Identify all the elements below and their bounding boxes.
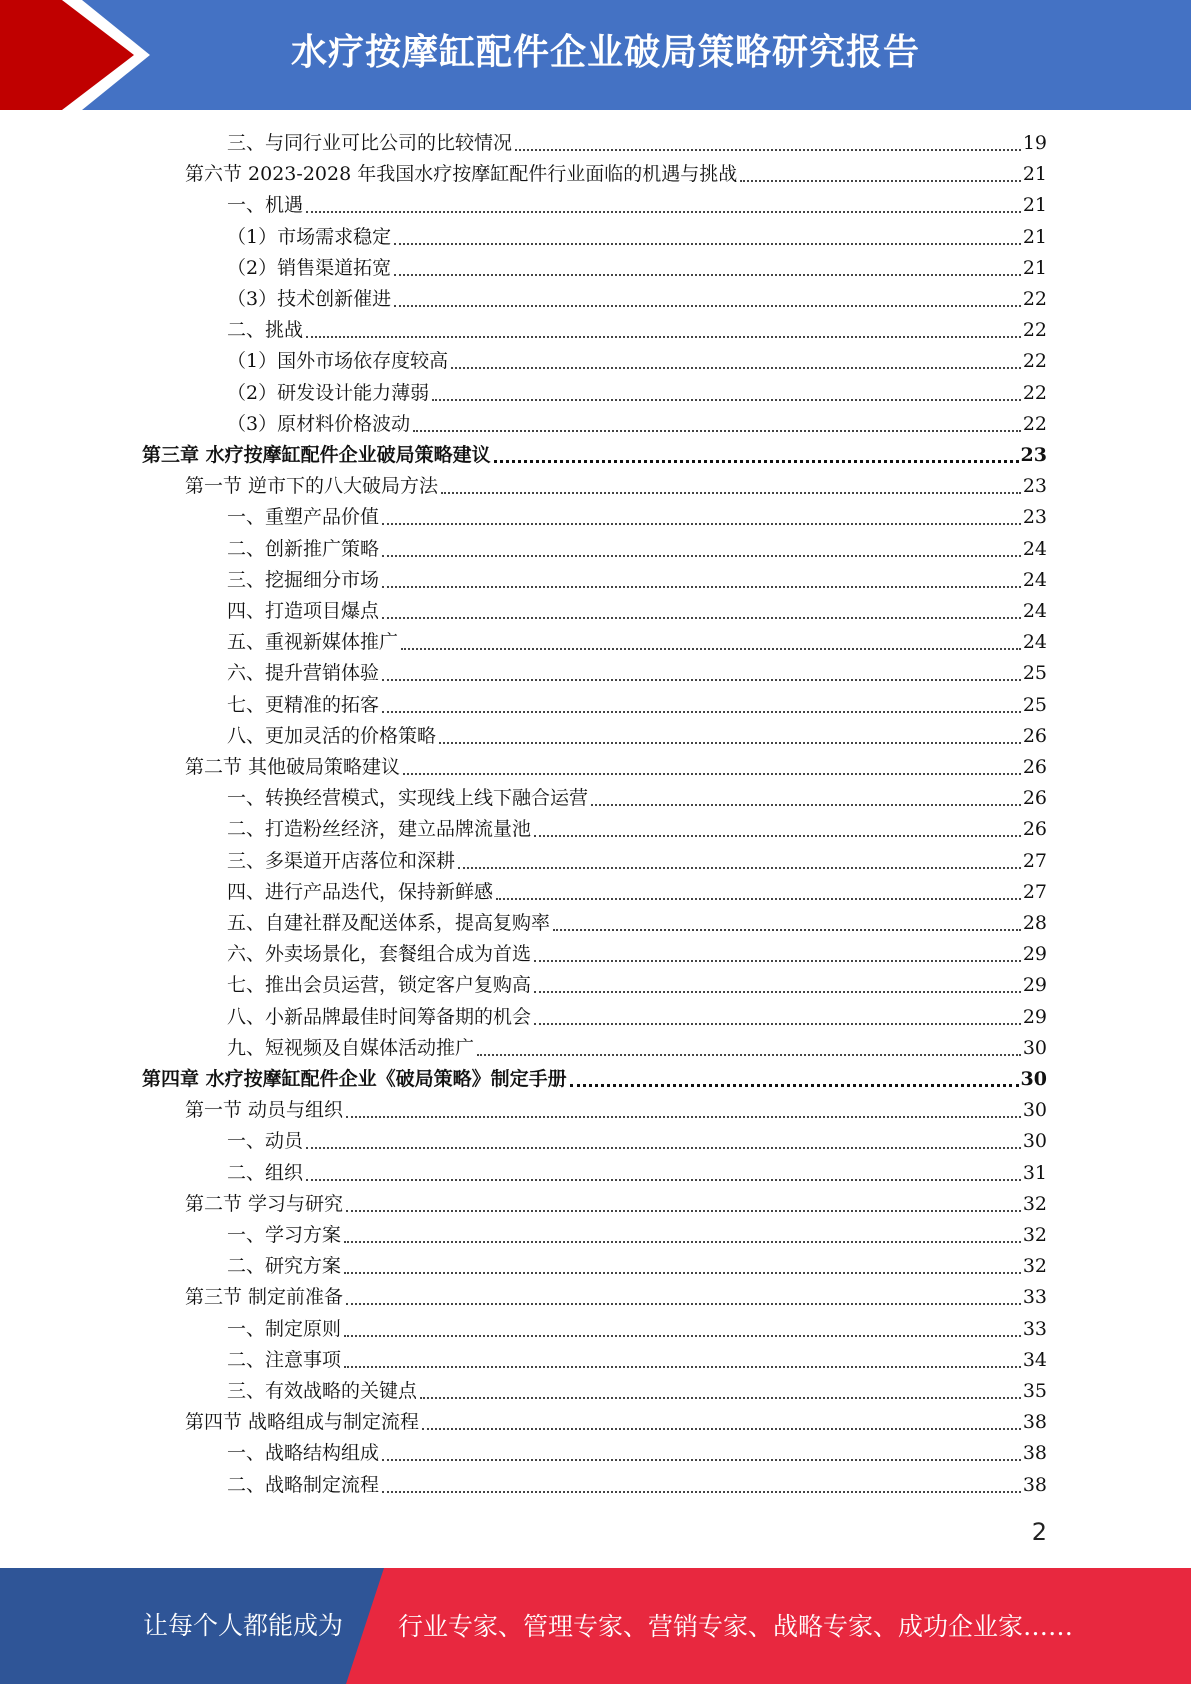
toc-entry[interactable]: [227, 409, 1047, 439]
toc-entry-page: 28: [1022, 912, 1047, 934]
toc-entry-label: 第一节 逆市下的八大破局方法: [185, 475, 439, 498]
toc-leader-dots: [382, 523, 1021, 525]
toc-entry-label: 第二节 其他破局策略建议: [185, 756, 401, 778]
toc-leader-dots: [306, 336, 1021, 338]
toc-entry-label: （3）原材料价格波动: [227, 412, 411, 435]
toc-entry[interactable]: [185, 159, 1047, 189]
toc-entry-page: 38: [1022, 1411, 1047, 1434]
toc-leader-dots: [344, 1241, 1021, 1243]
toc-entry-page: 38: [1022, 1473, 1047, 1496]
toc-leader-dots: [346, 1210, 1021, 1212]
toc-entry-page: 30: [1022, 1130, 1047, 1153]
page-number: 2: [1031, 1518, 1047, 1546]
toc-entry-page: 23: [1022, 475, 1047, 498]
toc-entry-page: 31: [1022, 1161, 1047, 1184]
toc-entry-page: 24: [1022, 568, 1047, 591]
toc-entry[interactable]: [227, 846, 1047, 876]
toc-entry-label: 一、战略结构组成: [227, 1442, 380, 1465]
toc-entry-page: 26: [1022, 787, 1047, 810]
toc-entry[interactable]: [227, 690, 1047, 720]
toc-leader-dots: [496, 898, 1021, 900]
toc-entry-label: 五、重视新媒体推广: [227, 631, 399, 654]
toc-entry[interactable]: [227, 1158, 1047, 1188]
toc-leader-dots: [441, 492, 1021, 494]
page-header: [0, 0, 1191, 110]
toc-entry-label: 二、注意事项: [227, 1348, 342, 1371]
toc-entry-page: 22: [1022, 288, 1047, 310]
toc-leader-dots: [413, 430, 1021, 432]
toc-entry-label: 一、机遇: [227, 194, 304, 217]
toc-entry-label: 第三章 水疗按摩缸配件企业破局策略建议: [142, 444, 491, 466]
toc-entry-page: 26: [1022, 756, 1047, 778]
toc-entry-label: 七、推出会员运营，锁定客户复购高: [227, 974, 532, 997]
toc-entry[interactable]: [227, 1220, 1047, 1250]
toc-leader-dots: [394, 274, 1021, 276]
toc-entry[interactable]: [142, 440, 1047, 470]
toc-leader-dots: [494, 460, 1019, 463]
toc-entry-page: 33: [1022, 1286, 1047, 1309]
toc-leader-dots: [306, 211, 1021, 213]
toc-entry[interactable]: [227, 908, 1047, 938]
toc-entry[interactable]: [227, 1470, 1047, 1500]
toc-leader-dots: [403, 773, 1021, 775]
toc-entry[interactable]: [227, 1345, 1047, 1375]
toc-leader-dots: [346, 1303, 1021, 1305]
toc-entry-page: 30: [1022, 1099, 1047, 1122]
toc-entry[interactable]: [227, 627, 1047, 657]
toc-entry[interactable]: [227, 1002, 1047, 1032]
toc-entry-page: 32: [1022, 1255, 1047, 1278]
report-title: 水疗按摩缸配件企业破局策略研究报告: [290, 32, 920, 73]
toc-entry-label: （1）国外市场依存度较高: [227, 350, 449, 373]
toc-entry[interactable]: [185, 471, 1047, 501]
toc-entry-label: 二、战略制定流程: [227, 1473, 380, 1496]
toc-leader-dots: [382, 679, 1021, 681]
toc-entry-label: 四、打造项目爆点: [227, 600, 380, 622]
toc-entry-label: 第六节 2023-2028 年我国水疗按摩缸配件行业面临的机遇与挑战: [185, 163, 738, 186]
toc-entry[interactable]: [227, 315, 1047, 345]
toc-entry-label: 一、转换经营模式，实现线上线下融合运营: [227, 787, 589, 810]
toc-entry-page: 21: [1022, 256, 1047, 279]
toc-entry-label: 二、研究方案: [227, 1255, 342, 1278]
toc-entry-page: 25: [1022, 662, 1047, 685]
toc-entry[interactable]: [227, 814, 1047, 844]
toc-entry-label: 二、组织: [227, 1161, 304, 1184]
toc-leader-dots: [306, 1179, 1021, 1181]
toc-entry-label: 一、动员: [227, 1130, 304, 1153]
toc-entry[interactable]: [227, 284, 1047, 314]
toc-entry-label: 三、挖掘细分市场: [227, 568, 380, 591]
toc-entry[interactable]: [185, 1189, 1047, 1219]
toc-entry-page: 22: [1022, 350, 1047, 373]
toc-entry-label: 三、与同行业可比公司的比较情况: [227, 132, 513, 154]
toc-entry-page: 32: [1022, 1192, 1047, 1215]
toc-entry-label: 六、提升营销体验: [227, 662, 380, 685]
toc-entry-label: 一、学习方案: [227, 1224, 342, 1246]
toc-leader-dots: [382, 617, 1021, 619]
toc-entry-page: 22: [1022, 319, 1047, 342]
toc-entry-page: 32: [1022, 1224, 1047, 1246]
toc-leader-dots: [382, 1459, 1021, 1461]
toc-leader-dots: [458, 867, 1021, 869]
toc-leader-dots: [439, 742, 1021, 744]
toc-entry-page: 30: [1022, 1036, 1047, 1059]
toc-entry-label: 二、挑战: [227, 319, 304, 342]
toc-leader-dots: [591, 804, 1021, 806]
toc-entry[interactable]: [227, 1126, 1047, 1156]
page-footer: [0, 1568, 1191, 1684]
toc-leader-dots: [534, 835, 1021, 837]
toc-entry[interactable]: [227, 877, 1047, 907]
toc-entry-label: 五、自建社群及配送体系，提高复购率: [227, 912, 551, 934]
toc-leader-dots: [382, 711, 1021, 713]
toc-leader-dots: [346, 1116, 1021, 1118]
toc-leader-dots: [740, 180, 1021, 182]
toc-entry-label: 一、制定原则: [227, 1317, 342, 1340]
toc-entry[interactable]: [185, 1407, 1047, 1437]
toc-entry-label: 第四章 水疗按摩缸配件企业《破局策略》制定手册: [142, 1068, 567, 1090]
toc-entry[interactable]: [227, 378, 1047, 408]
toc-entry-label: 三、有效战略的关键点: [227, 1380, 418, 1402]
toc-entry-page: 38: [1022, 1442, 1047, 1465]
toc-entry-label: 第一节 动员与组织: [185, 1099, 344, 1122]
toc-entry-page: 29: [1022, 943, 1047, 966]
toc-leader-dots: [401, 648, 1021, 650]
toc-entry-page: 23: [1020, 444, 1047, 466]
toc-entry[interactable]: [227, 222, 1047, 252]
toc-leader-dots: [306, 1147, 1021, 1149]
toc-leader-dots: [382, 1491, 1021, 1493]
toc-entry-page: 23: [1022, 506, 1047, 529]
toc-leader-dots: [432, 399, 1021, 401]
footer-slogan-right: 行业专家、管理专家、营销专家、战略专家、成功企业家……: [398, 1612, 1074, 1641]
toc-entry-label: 七、更精准的拓客: [227, 693, 380, 716]
toc-entry-label: 第三节 制定前准备: [185, 1286, 344, 1309]
toc-entry-label: 八、小新品牌最佳时间筹备期的机会: [227, 1005, 532, 1028]
toc-entry-page: 27: [1022, 880, 1047, 903]
toc-entry-page: 22: [1022, 381, 1047, 404]
toc-entry[interactable]: [227, 1314, 1047, 1344]
toc-leader-dots: [451, 367, 1021, 369]
toc-entry[interactable]: [227, 939, 1047, 969]
toc-entry[interactable]: [227, 190, 1047, 220]
toc-leader-dots: [515, 149, 1021, 151]
toc-entry-label: 第四节 战略组成与制定流程: [185, 1411, 420, 1434]
toc-entry-label: 第二节 学习与研究: [185, 1192, 344, 1215]
toc-entry-page: 26: [1022, 818, 1047, 841]
toc-entry-label: （2）销售渠道拓宽: [227, 256, 392, 279]
toc-entry-page: 25: [1022, 693, 1047, 716]
toc-entry-page: 30: [1020, 1068, 1047, 1090]
toc-entry-label: 八、更加灵活的价格策略: [227, 724, 437, 747]
toc-leader-dots: [422, 1428, 1021, 1430]
toc-leader-dots: [344, 1335, 1021, 1337]
toc-leader-dots: [534, 991, 1021, 993]
toc-entry[interactable]: [185, 752, 1047, 782]
toc-entry-label: 二、打造粉丝经济，建立品牌流量池: [227, 818, 532, 841]
toc-entry[interactable]: [227, 253, 1047, 283]
toc-entry-page: 24: [1022, 537, 1047, 560]
toc-entry-page: 27: [1022, 849, 1047, 872]
toc-entry[interactable]: [227, 1251, 1047, 1281]
toc-entry-page: 21: [1022, 194, 1047, 217]
toc-leader-dots: [344, 1272, 1021, 1274]
toc-entry-label: 二、创新推广策略: [227, 537, 380, 560]
toc-leader-dots: [570, 1084, 1019, 1087]
toc-entry[interactable]: [227, 721, 1047, 751]
toc-entry[interactable]: [227, 128, 1047, 158]
toc-entry-page: 24: [1022, 600, 1047, 622]
toc-entry-page: 21: [1022, 225, 1047, 248]
toc-leader-dots: [534, 1023, 1021, 1025]
toc-entry[interactable]: [227, 1033, 1047, 1063]
toc-entry-page: 19: [1022, 132, 1047, 154]
toc-entry[interactable]: [227, 346, 1047, 376]
toc-entry-label: 一、重塑产品价值: [227, 506, 380, 529]
toc-entry-label: 四、进行产品迭代，保持新鲜感: [227, 880, 494, 903]
toc-leader-dots: [553, 929, 1021, 931]
toc-entry[interactable]: [185, 1095, 1047, 1125]
toc-entry[interactable]: [227, 534, 1047, 564]
footer-slogan-left: 让每个人都能成为: [143, 1611, 344, 1640]
toc-entry-page: 29: [1022, 1005, 1047, 1028]
toc-entry[interactable]: [227, 502, 1047, 532]
toc-leader-dots: [394, 243, 1021, 245]
toc-entry[interactable]: [185, 1282, 1047, 1312]
toc-entry-page: 24: [1022, 631, 1047, 654]
toc-entry[interactable]: [227, 658, 1047, 688]
toc-leader-dots: [382, 555, 1021, 557]
toc-entry[interactable]: [227, 783, 1047, 813]
toc-leader-dots: [344, 1366, 1021, 1368]
toc-entry[interactable]: [227, 565, 1047, 595]
toc-leader-dots: [394, 305, 1021, 307]
toc-entry-label: （3）技术创新催进: [227, 288, 392, 310]
toc-entry-label: （2）研发设计能力薄弱: [227, 381, 430, 404]
toc-leader-dots: [420, 1397, 1021, 1399]
toc-entry[interactable]: [227, 970, 1047, 1000]
toc-leader-dots: [534, 960, 1021, 962]
toc-entry[interactable]: [227, 1376, 1047, 1406]
toc-entry-label: 九、短视频及自媒体活动推广: [227, 1036, 475, 1059]
toc-leader-dots: [382, 586, 1021, 588]
toc-entry[interactable]: [142, 1064, 1047, 1094]
toc-entry-page: 29: [1022, 974, 1047, 997]
toc-entry[interactable]: [227, 596, 1047, 626]
toc-entry-page: 35: [1022, 1380, 1047, 1402]
toc-entry-page: 34: [1022, 1348, 1047, 1371]
toc-entry-page: 26: [1022, 724, 1047, 747]
toc-entry-label: 三、多渠道开店落位和深耕: [227, 849, 456, 872]
toc-entry-page: 22: [1022, 412, 1047, 435]
toc-entry-label: 六、外卖场景化，套餐组合成为首选: [227, 943, 532, 966]
toc-entry-label: （1）市场需求稳定: [227, 225, 392, 248]
toc-leader-dots: [477, 1054, 1021, 1056]
toc-entry[interactable]: [227, 1438, 1047, 1468]
toc-entry-page: 33: [1022, 1317, 1047, 1340]
toc-entry-page: 21: [1022, 163, 1047, 186]
